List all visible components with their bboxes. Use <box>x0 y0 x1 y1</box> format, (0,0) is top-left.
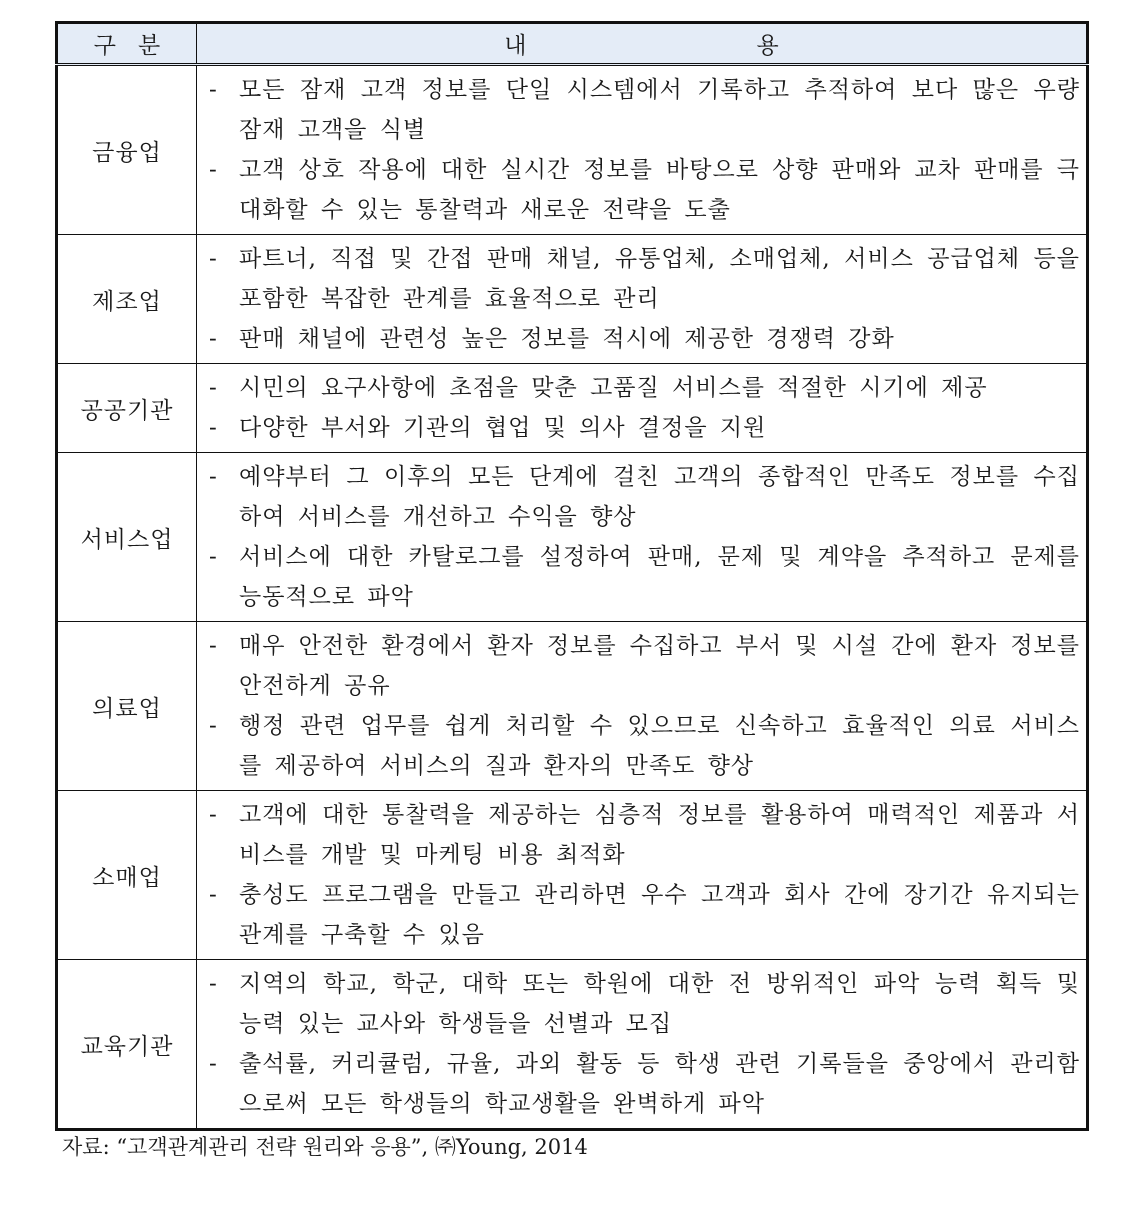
bullet-item <box>209 1044 1080 1124</box>
dash-marker: - <box>209 882 218 908</box>
row-content <box>197 622 1088 791</box>
bullet-text: 모든 잠재 고객 정보를 단일 시스템에서 기록하고 추적하여 보다 많은 우량 잠재 고객을 식별 <box>239 77 1080 143</box>
table-row <box>57 453 1088 622</box>
dash-marker: - <box>209 77 218 103</box>
dash-marker: - <box>209 157 218 183</box>
header-category: 구분 <box>57 23 197 65</box>
bullet-text: 출석률, 커리큘럼, 규율, 과외 활동 등 학생 관련 기록들을 중앙에서 관리함으로써 모든 학생들의 학교생활을 완벽하게 파악 <box>239 1051 1080 1117</box>
bullet-item <box>209 795 1080 875</box>
crm-industry-table <box>55 21 1089 1131</box>
row-category: 의료업 <box>57 622 197 791</box>
dash-marker: - <box>209 971 218 997</box>
table-row <box>57 235 1088 364</box>
bullet-text: 시민의 요구사항에 초점을 맞춘 고품질 서비스를 적절한 시기에 제공 <box>239 375 988 401</box>
bullet-text: 다양한 부서와 기관의 협업 및 의사 결정을 지원 <box>239 415 767 441</box>
row-category: 금융업 <box>57 65 197 235</box>
row-content <box>197 235 1088 364</box>
header-content: 내용 <box>197 23 1088 65</box>
bullet-item <box>209 537 1080 617</box>
bullet-text: 판매 채널에 관련성 높은 정보를 적시에 제공한 경쟁력 강화 <box>239 326 895 352</box>
dash-marker: - <box>209 246 218 272</box>
dash-marker: - <box>209 802 218 828</box>
bullet-item <box>209 457 1080 537</box>
bullet-text: 지역의 학교, 학군, 대학 또는 학원에 대한 전 방위적인 파악 능력 획득 및 능력 있는 교사와 학생들을 선별과 모집 <box>239 971 1080 1037</box>
table-row <box>57 622 1088 791</box>
row-content <box>197 960 1088 1130</box>
table-row <box>57 791 1088 960</box>
dash-marker: - <box>209 544 218 570</box>
bullet-item <box>209 368 1080 408</box>
dash-marker: - <box>209 1051 218 1077</box>
bullet-text: 예약부터 그 이후의 모든 단계에 걸친 고객의 종합적인 만족도 정보를 수집하여 서비스를 개선하고 수익을 향상 <box>239 464 1080 530</box>
row-content <box>197 791 1088 960</box>
bullet-item <box>209 626 1080 706</box>
row-content <box>197 65 1088 235</box>
row-category: 서비스업 <box>57 453 197 622</box>
row-content <box>197 364 1088 453</box>
bullet-item <box>209 875 1080 955</box>
bullet-item <box>209 319 1080 359</box>
row-category: 교육기관 <box>57 960 197 1130</box>
dash-marker: - <box>209 415 218 441</box>
row-category: 제조업 <box>57 235 197 364</box>
table-body <box>57 65 1088 1130</box>
table-row <box>57 65 1088 235</box>
bullet-text: 충성도 프로그램을 만들고 관리하면 우수 고객과 회사 간에 장기간 유지되는 관계를 구축할 수 있음 <box>239 882 1080 948</box>
bullet-text: 행정 관련 업무를 쉽게 처리할 수 있으므로 신속하고 효율적인 의료 서비스를 제공하여 서비스의 질과 환자의 만족도 향상 <box>239 713 1080 779</box>
dash-marker: - <box>209 713 218 739</box>
row-category: 공공기관 <box>57 364 197 453</box>
bullet-item <box>209 706 1080 786</box>
table-row <box>57 364 1088 453</box>
dash-marker: - <box>209 326 218 352</box>
table-header-row <box>57 23 1088 65</box>
bullet-item <box>209 964 1080 1044</box>
dash-marker: - <box>209 375 218 401</box>
bullet-item <box>209 70 1080 150</box>
bullet-text: 고객에 대한 통찰력을 제공하는 심층적 정보를 활용하여 매력적인 제품과 서비스를 개발 및 마케팅 비용 최적화 <box>239 802 1080 868</box>
bullet-text: 매우 안전한 환경에서 환자 정보를 수집하고 부서 및 시설 간에 환자 정보를 안전하게 공유 <box>239 633 1080 699</box>
bullet-text: 파트너, 직접 및 간접 판매 채널, 유통업체, 소매업체, 서비스 공급업체 등을 포함한 복잡한 관계를 효율적으로 관리 <box>239 246 1080 312</box>
row-category: 소매업 <box>57 791 197 960</box>
bullet-text: 서비스에 대한 카탈로그를 설정하여 판매, 문제 및 계약을 추적하고 문제를 능동적으로 파악 <box>239 544 1080 610</box>
table-row <box>57 960 1088 1130</box>
row-content <box>197 453 1088 622</box>
crm-industry-table-container <box>55 21 1086 1131</box>
dash-marker: - <box>209 464 218 490</box>
bullet-item <box>209 239 1080 319</box>
bullet-text: 고객 상호 작용에 대한 실시간 정보를 바탕으로 상향 판매와 교차 판매를 극대화할 수 있는 통찰력과 새로운 전략을 도출 <box>239 157 1080 223</box>
source-citation: 자료: “고객관계관리 전략 원리와 응용”, ㈜Young, 2014 <box>62 1135 588 1159</box>
bullet-item <box>209 150 1080 230</box>
dash-marker: - <box>209 633 218 659</box>
bullet-item <box>209 408 1080 448</box>
